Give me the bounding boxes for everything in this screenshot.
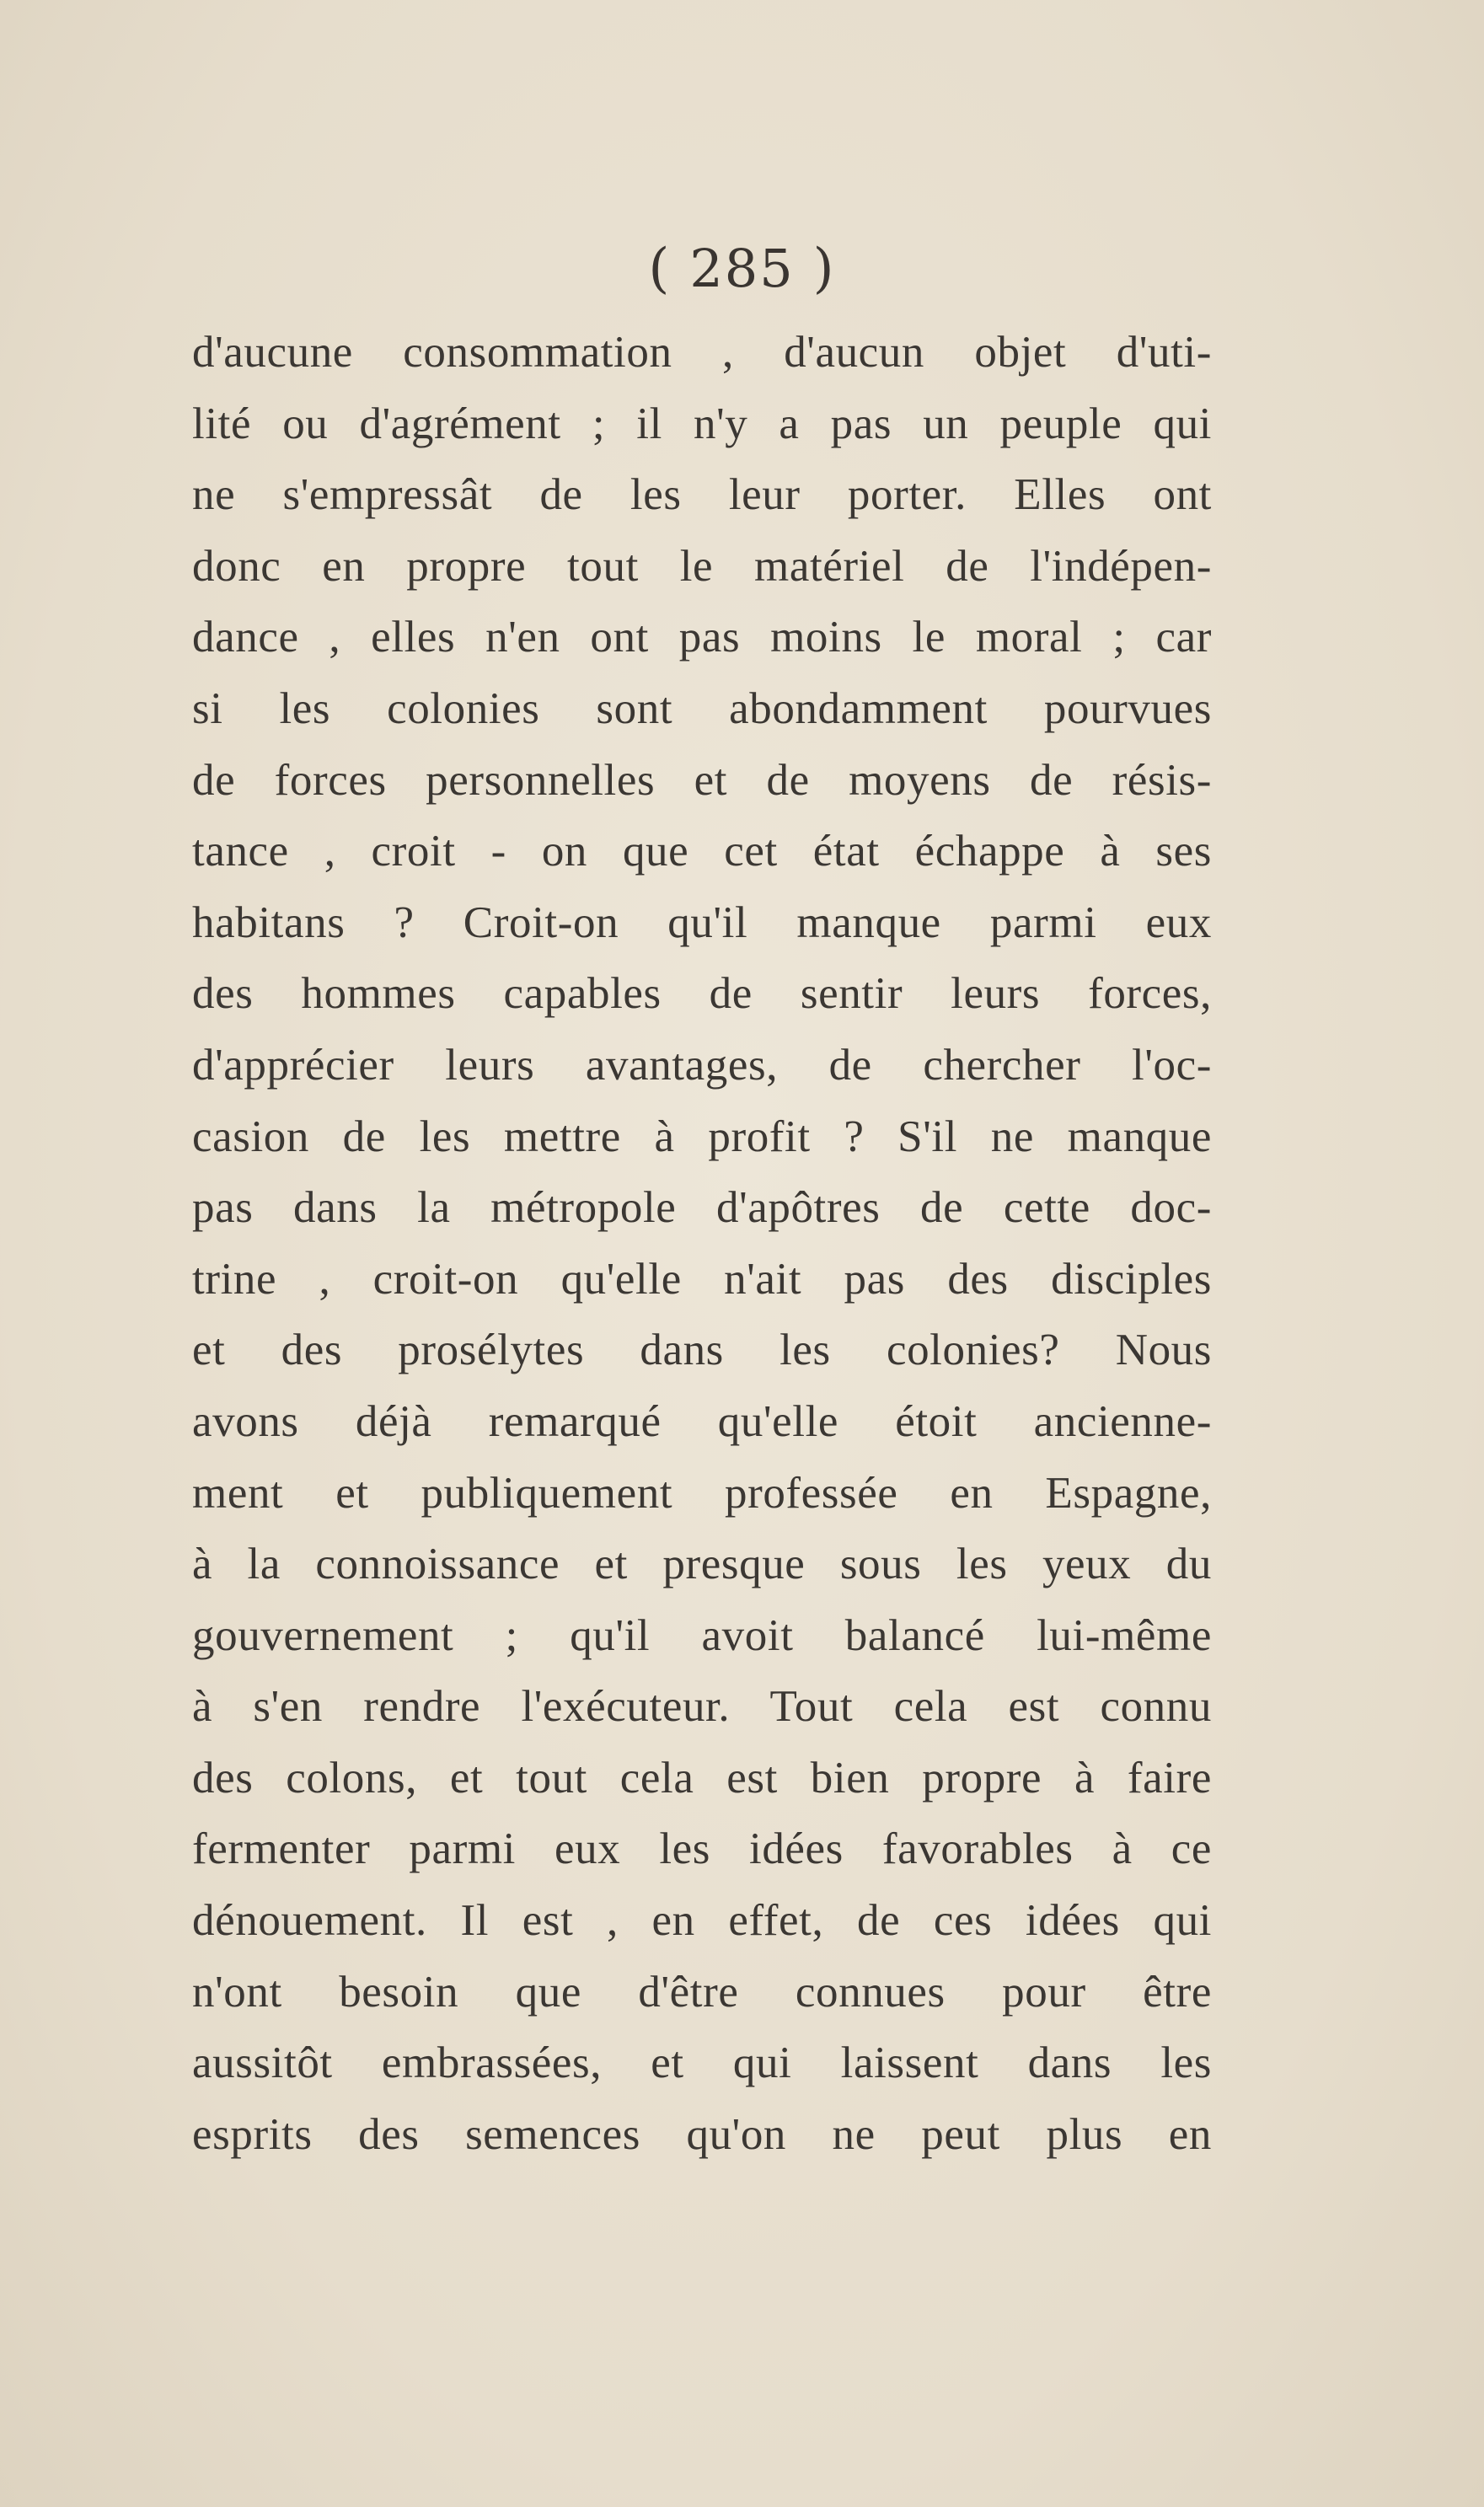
text-line: si les colonies sont abondamment pourvues xyxy=(192,683,1212,733)
text-line: lité ou d'agrément ; il n'y a pas un peuple qui xyxy=(192,399,1212,448)
text-line: ne s'empressât de les leur porter. Elles ont xyxy=(192,470,1212,520)
text-line: casion de les mettre à profit ? S'il ne manque xyxy=(192,1112,1212,1161)
text-line: et des prosélytes dans les colonies? Nous xyxy=(192,1326,1212,1375)
text-line: dance , elles n'en ont pas moins le moral ; car xyxy=(192,613,1212,662)
text-line: avons déjà remarqué qu'elle étoit ancienne- xyxy=(192,1396,1212,1446)
text-line: n'ont besoin que d'être connues pour être xyxy=(192,1967,1212,2017)
open-parenthesis: ( xyxy=(648,238,672,300)
text-line: dénouement. Il est , en effet, de ces idées qui xyxy=(192,1896,1212,1946)
text-line: des colons, et tout cela est bien propre à faire xyxy=(192,1753,1212,1803)
text-line: aussitôt embrassées, et qui laissent dans les xyxy=(192,2038,1212,2088)
text-line: d'apprécier leurs avantages, de chercher l'oc- xyxy=(192,1040,1212,1090)
text-line: trine , croit-on qu'elle n'ait pas des disciples xyxy=(192,1254,1212,1304)
body-text xyxy=(192,317,1212,2170)
text-line: des hommes capables de sentir leurs forces, xyxy=(192,969,1212,1019)
page-number-header xyxy=(0,238,1484,300)
text-line: à la connoissance et presque sous les yeux du xyxy=(192,1540,1212,1589)
text-line: ment et publiquement professée en Espagne, xyxy=(192,1468,1212,1518)
text-line: fermenter parmi eux les idées favorables à ce xyxy=(192,1824,1212,1874)
text-line: donc en propre tout le matériel de l'indépen- xyxy=(192,541,1212,591)
text-line: pas dans la métropole d'apôtres de cette doc- xyxy=(192,1183,1212,1233)
text-line: d'aucune consommation , d'aucun objet d'uti- xyxy=(192,328,1212,377)
page-number: 285 xyxy=(689,238,795,299)
text-line: habitans ? Croit-on qu'il manque parmi eux xyxy=(192,897,1212,947)
close-parenthesis: ) xyxy=(812,238,836,300)
text-line: à s'en rendre l'exécuteur. Tout cela est connu xyxy=(192,1682,1212,1732)
text-line: gouvernement ; qu'il avoit balancé lui-même xyxy=(192,1610,1212,1660)
text-line: de forces personnelles et de moyens de résis- xyxy=(192,755,1212,805)
text-line: tance , croit - on que cet état échappe à ses xyxy=(192,827,1212,876)
text-line: esprits des semences qu'on ne peut plus en xyxy=(192,2109,1212,2159)
